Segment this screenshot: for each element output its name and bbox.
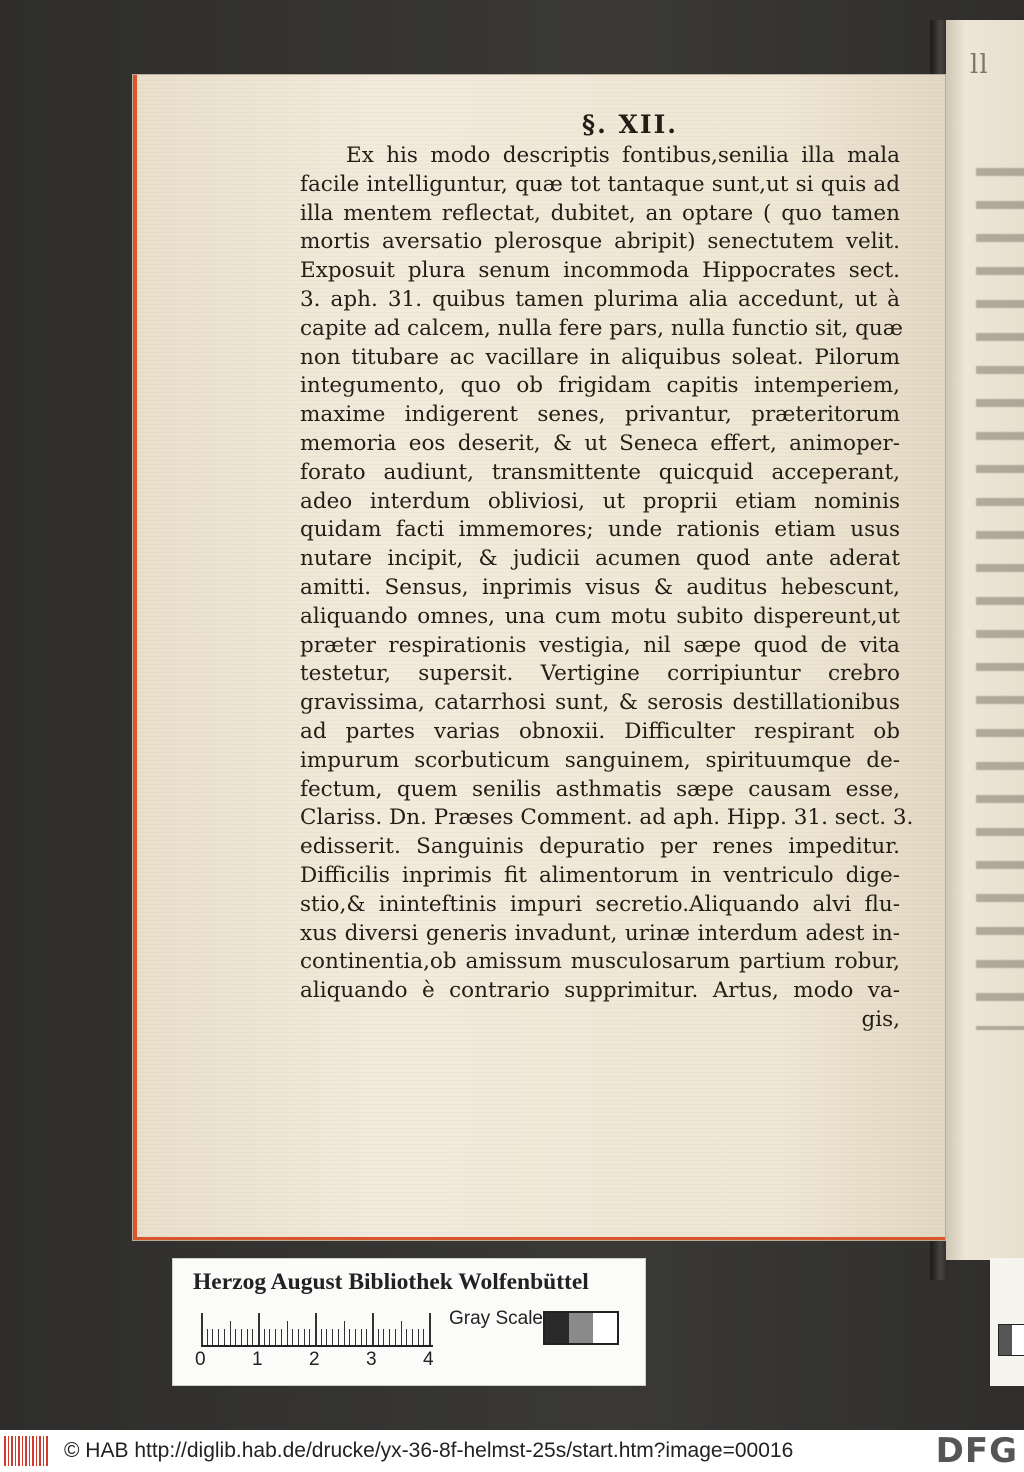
ruler-tick [395, 1329, 396, 1345]
ruler-tick [326, 1329, 327, 1345]
ruler-tick [423, 1329, 424, 1345]
ruler-tick [406, 1329, 407, 1345]
text-line: xus diversi generis invadunt, urinæ interdum adest in- [300, 920, 900, 946]
ruler-tick [269, 1329, 270, 1345]
page-text [300, 108, 914, 1035]
next-page-color-card [990, 1258, 1024, 1386]
ruler-number: 0 [195, 1349, 206, 1370]
measurement-ruler [201, 1311, 433, 1347]
ruler-number: 1 [252, 1349, 263, 1370]
ruler-tick [401, 1321, 402, 1345]
gray-swatch [593, 1313, 617, 1343]
text-line: non titubare ac vacillare in aliquibus soleat. Pilorum [300, 344, 900, 370]
ruler-tick [355, 1329, 356, 1345]
text-line: fectum, quem senilis asthmatis sæpe causam esse, [300, 776, 900, 802]
text-line: quidam facti immemores; unde rationis etiam usus [300, 517, 900, 543]
text-line: aliquando omnes, una cum motu subito dispereunt,ut [300, 603, 900, 629]
text-line: testetur, supersit. Vertigine corripiuntur crebro [300, 661, 900, 687]
next-page-text-lines [976, 150, 1024, 1030]
gray-scale-label: Gray Scale [449, 1308, 543, 1329]
text-line: Clariss. Dn. Præses Comment. ad aph. Hipp. 31. sect. 3. [300, 805, 914, 831]
ruler-tick [361, 1329, 362, 1345]
ruler-tick [252, 1329, 253, 1345]
text-line: Difficilis inprimis fit alimentorum in ventriculo dige- [300, 862, 900, 888]
ruler-tick [366, 1329, 367, 1345]
text-line: maxime indigerent senes, privantur, præteritorum [300, 402, 900, 428]
gray-swatch [569, 1313, 593, 1343]
text-line: nutare incipit, & judicii acumen quod ante aderat [300, 546, 900, 572]
copyright-link[interactable]: © HAB http://diglib.hab.de/drucke/yx-36-8f-helmst-25s/start.htm?image=00016 [64, 1439, 794, 1462]
library-name: Herzog August Bibliothek Wolfenbüttel [193, 1269, 589, 1295]
ruler-tick [372, 1313, 374, 1345]
ruler-tick [218, 1329, 219, 1345]
ruler-tick [292, 1329, 293, 1345]
ruler-tick [344, 1321, 345, 1345]
ruler-tick [241, 1329, 242, 1345]
ruler-tick [258, 1313, 260, 1345]
ruler-tick [418, 1329, 419, 1345]
gray-swatch [998, 1324, 1024, 1356]
next-page-edge [946, 20, 1024, 1260]
text-line: continentia,ob amissum musculosarum partium robur, [300, 949, 900, 975]
text-line: capite ad calcem, nulla fere pars, nulla functio sit, quæ [300, 315, 903, 341]
ruler-tick [304, 1329, 305, 1345]
text-line: illa mentem reflectat, dubitet, an optare ( quo tamen [300, 200, 900, 226]
text-line: aliquando è contrario supprimitur. Artus, modo va- [300, 978, 900, 1004]
ruler-tick [275, 1329, 276, 1345]
text-line: adeo interdum obliviosi, ut proprii etiam nominis [300, 488, 900, 514]
text-line: ad partes varias obnoxii. Difficulter respirant ob [300, 718, 900, 744]
ruler-tick [378, 1329, 379, 1345]
ruler-tick [230, 1321, 231, 1345]
library-color-card [172, 1258, 646, 1386]
ruler-tick [383, 1329, 384, 1345]
text-line: amitti. Sensus, inprimis visus & auditus hebescunt, [300, 574, 900, 600]
ruler-number: 3 [366, 1349, 377, 1370]
ruler-tick [247, 1329, 248, 1345]
ruler-tick [332, 1329, 333, 1345]
text-line: memoria eos deserit, & ut Seneca effert, animoper- [300, 430, 900, 456]
ruler-tick [298, 1329, 299, 1345]
ruler-tick [235, 1329, 236, 1345]
gray-scale-swatches [543, 1311, 619, 1345]
text-line: stio,& ininteftinis impuri secretio.Aliquando alvi flu- [300, 891, 900, 917]
ruler-tick [224, 1329, 225, 1345]
ruler-tick [389, 1329, 390, 1345]
text-line: mortis aversatio plerosque abripit) senectutem velit. [300, 229, 900, 255]
text-line: præter respirationis vestigia, nil sæpe quod de vita [300, 632, 900, 658]
ruler-number: 2 [309, 1349, 320, 1370]
text-line: facile intelliguntur, quæ tot tantaque sunt,ut si quis ad [300, 171, 900, 197]
next-page-ghost-text: ll [970, 50, 989, 80]
text-line: impurum scorbuticum sanguinem, spirituumque de- [300, 747, 900, 773]
footer-bar [0, 1430, 1024, 1472]
ruler-tick [281, 1329, 282, 1345]
ruler-tick [264, 1329, 265, 1345]
catchword: gis, [861, 1006, 900, 1032]
ruler-tick [287, 1321, 288, 1345]
ruler-tick [429, 1313, 431, 1345]
ruler-tick [321, 1329, 322, 1345]
ruler-tick [207, 1329, 208, 1345]
gray-swatch [545, 1313, 569, 1343]
ruler-tick [412, 1329, 413, 1345]
barcode-icon [4, 1436, 50, 1466]
dfg-logo: DFG [935, 1431, 1018, 1471]
text-line: forato audiunt, transmittente quicquid acceperant, [300, 459, 900, 485]
ruler-tick [349, 1329, 350, 1345]
text-line: edisserit. Sanguinis depuratio per renes impeditur. [300, 834, 900, 860]
text-line: 3. aph. 31. quibus tamen plurima alia accedunt, ut à [300, 286, 900, 312]
text-line: Exposuit plura senum incommoda Hippocrates sect. [300, 258, 900, 284]
ruler-tick [309, 1329, 310, 1345]
ruler-number: 4 [423, 1349, 434, 1370]
section-heading: §. XII. [582, 110, 678, 139]
ruler-tick [212, 1329, 213, 1345]
ruler-tick [201, 1313, 203, 1345]
text-line: Ex his modo descriptis fontibus,senilia illa mala [346, 143, 900, 168]
ruler-tick [315, 1313, 317, 1345]
text-line: integumento, quo ob frigidam capitis intemperiem, [300, 373, 900, 399]
text-lines [300, 142, 914, 1006]
text-line: gravissima, catarrhosi sunt, & serosis destillationibus [300, 690, 900, 716]
ruler-tick [338, 1329, 339, 1345]
